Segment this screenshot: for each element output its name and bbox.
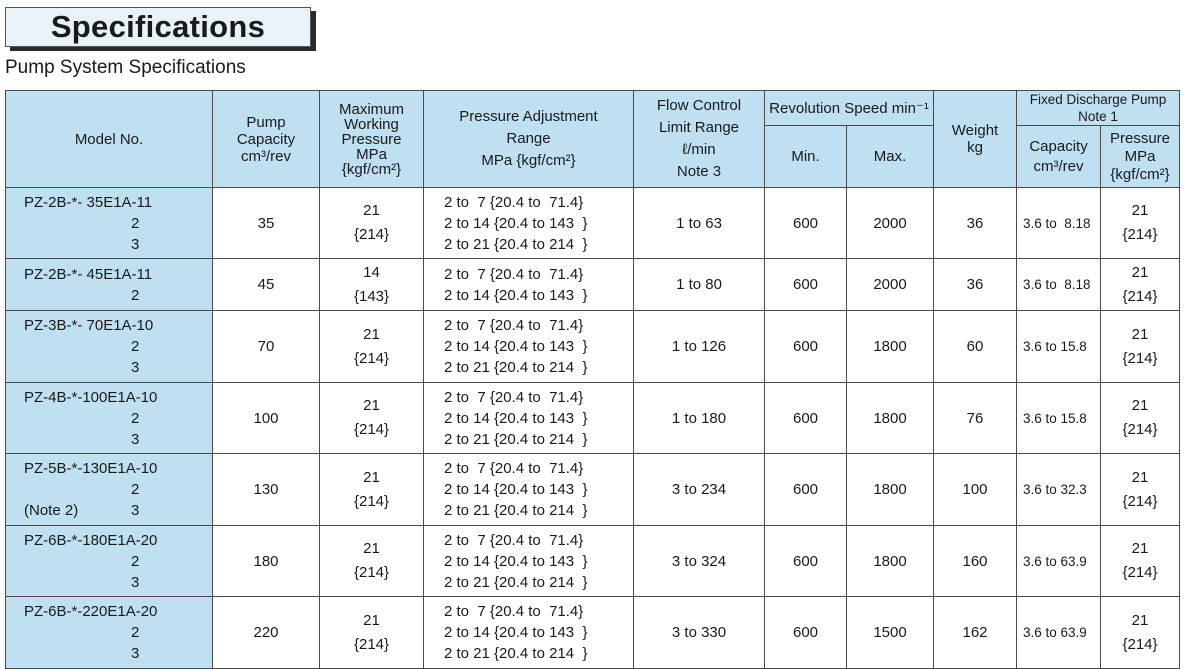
max-pressure-cell: 21 {214} bbox=[320, 526, 424, 597]
pressure-range-cell bbox=[424, 383, 634, 454]
model-variant: 3 bbox=[131, 235, 140, 253]
fd-pressure-cell: 21 {214} bbox=[1101, 597, 1180, 669]
pump-capacity-cell: 45 bbox=[213, 259, 320, 311]
pump-capacity-cell: 220 bbox=[213, 597, 320, 669]
pressure-range-line: 2 to 14 {20.4 to 143 } bbox=[444, 624, 588, 641]
fd-capacity-cell: 3.6 to 32.3 bbox=[1017, 454, 1101, 526]
model-line bbox=[24, 429, 212, 450]
model-line bbox=[24, 458, 212, 479]
header-pressure-range: Pressure Adjustment Range MPa {kgf/cm²} bbox=[424, 91, 634, 188]
fd-pressure-cell: 21 {214} bbox=[1101, 311, 1180, 383]
model-line bbox=[24, 336, 212, 357]
rev-max-cell: 2000 bbox=[847, 259, 934, 311]
model-variant: 2 bbox=[131, 409, 140, 427]
rev-min-cell: 600 bbox=[765, 311, 847, 383]
model-variant: 2 bbox=[131, 286, 140, 304]
pressure-range-cell bbox=[424, 311, 634, 383]
rev-min-cell: 600 bbox=[765, 188, 847, 259]
fd-pressure-cell: 21 {214} bbox=[1101, 259, 1180, 311]
fd-capacity-cell: 3.6 to 63.9 bbox=[1017, 526, 1101, 597]
pressure-range-line: 2 to 21 {20.4 to 214 } bbox=[444, 359, 588, 376]
pressure-range-line: 2 to 21 {20.4 to 214 } bbox=[444, 502, 588, 519]
pump-capacity-cell: 130 bbox=[213, 454, 320, 526]
fd-capacity-cell: 3.6 to 15.8 bbox=[1017, 311, 1101, 383]
model-prefix: PZ-6B-*-220E1A-20 bbox=[24, 603, 158, 620]
table-row bbox=[6, 526, 1180, 597]
max-pressure-cell: 21 {214} bbox=[320, 383, 424, 454]
rev-max-cell: 1800 bbox=[847, 526, 934, 597]
model-line bbox=[24, 500, 212, 521]
flow-control-cell: 1 to 80 bbox=[634, 259, 765, 311]
table-row bbox=[6, 454, 1180, 526]
model-line bbox=[24, 572, 212, 593]
header-fixed-discharge: Fixed Discharge Pump Note 1 bbox=[1017, 91, 1180, 126]
title-banner bbox=[5, 7, 311, 47]
weight-cell: 36 bbox=[934, 259, 1017, 311]
pressure-range-line: 2 to 14 {20.4 to 143 } bbox=[444, 481, 588, 498]
model-line bbox=[24, 315, 212, 336]
flow-control-cell: 1 to 63 bbox=[634, 188, 765, 259]
max-pressure-cell: 21 {214} bbox=[320, 311, 424, 383]
fd-pressure-cell: 21 {214} bbox=[1101, 454, 1180, 526]
flow-control-cell: 3 to 234 bbox=[634, 454, 765, 526]
header-rev-max: Max. bbox=[847, 126, 934, 188]
pump-capacity-cell: 100 bbox=[213, 383, 320, 454]
model-line bbox=[24, 622, 212, 643]
model-line bbox=[24, 357, 212, 378]
fd-capacity-cell: 3.6 to 15.8 bbox=[1017, 383, 1101, 454]
pressure-range-cell bbox=[424, 259, 634, 311]
pressure-range-line: 2 to 7 {20.4 to 71.4} bbox=[444, 531, 584, 549]
fd-capacity-cell: 3.6 to 8.18 bbox=[1017, 259, 1101, 311]
model-line bbox=[24, 213, 212, 234]
pressure-range-line: 2 to 7 {20.4 to 71.4} bbox=[444, 265, 584, 283]
pressure-range-line: 2 to 7 {20.4 to 71.4} bbox=[444, 460, 584, 477]
pressure-range-line: 2 to 21 {20.4 to 214 } bbox=[444, 430, 588, 448]
model-variant: 2 bbox=[131, 481, 140, 498]
max-pressure-cell: 21 {214} bbox=[320, 188, 424, 259]
weight-cell: 100 bbox=[934, 454, 1017, 526]
page-title: Specifications bbox=[50, 9, 266, 44]
pressure-range-line: 2 to 7 {20.4 to 71.4} bbox=[444, 193, 584, 211]
model-prefix: PZ-2B-*- 45E1A-11 bbox=[24, 265, 153, 283]
pressure-range-line: 2 to 7 {20.4 to 71.4} bbox=[444, 388, 584, 406]
pressure-range-line: 2 to 14 {20.4 to 143 } bbox=[444, 214, 588, 232]
rev-max-cell: 2000 bbox=[847, 188, 934, 259]
header-model: Model No. bbox=[6, 91, 213, 188]
header-rev-min: Min. bbox=[765, 126, 847, 188]
model-line bbox=[24, 408, 212, 429]
model-variant: 3 bbox=[131, 645, 140, 662]
model-prefix: PZ-6B-*-180E1A-20 bbox=[24, 531, 158, 549]
header-fd-capacity: Capacity cm³/rev bbox=[1017, 126, 1101, 188]
model-line bbox=[24, 387, 212, 408]
model-prefix: PZ-4B-*-100E1A-10 bbox=[24, 388, 158, 406]
model-number-cell bbox=[6, 259, 213, 311]
weight-cell: 160 bbox=[934, 526, 1017, 597]
weight-cell: 162 bbox=[934, 597, 1017, 669]
rev-max-cell: 1800 bbox=[847, 454, 934, 526]
model-number-cell bbox=[6, 311, 213, 383]
fd-pressure-cell: 21 {214} bbox=[1101, 383, 1180, 454]
page-subtitle: Pump System Specifications bbox=[5, 57, 246, 78]
pressure-range-line: 2 to 21 {20.4 to 214 } bbox=[444, 573, 588, 591]
rev-min-cell: 600 bbox=[765, 454, 847, 526]
max-pressure-cell: 14 {143} bbox=[320, 259, 424, 311]
model-variant: 2 bbox=[131, 214, 140, 232]
pump-capacity-cell: 180 bbox=[213, 526, 320, 597]
pump-capacity-cell: 70 bbox=[213, 311, 320, 383]
model-prefix: PZ-2B-*- 35E1A-11 bbox=[24, 193, 153, 211]
model-prefix: PZ-5B-*-130E1A-10 bbox=[24, 460, 158, 477]
model-line bbox=[24, 530, 212, 551]
rev-min-cell: 600 bbox=[765, 383, 847, 454]
model-line bbox=[24, 643, 212, 664]
table-row bbox=[6, 597, 1180, 669]
pressure-range-line: 2 to 7 {20.4 to 71.4} bbox=[444, 317, 584, 334]
fd-capacity-cell: 3.6 to 8.18 bbox=[1017, 188, 1101, 259]
header-capacity: Pump Capacity cm³/rev bbox=[213, 91, 320, 188]
pressure-range-line: 2 to 14 {20.4 to 143 } bbox=[444, 409, 588, 427]
fd-pressure-cell: 21 {214} bbox=[1101, 188, 1180, 259]
model-variant: 3 bbox=[131, 359, 140, 376]
pump-capacity-cell: 35 bbox=[213, 188, 320, 259]
fd-capacity-cell: 3.6 to 63.9 bbox=[1017, 597, 1101, 669]
spec-table bbox=[5, 90, 1180, 669]
model-line bbox=[24, 551, 212, 572]
model-line bbox=[24, 264, 212, 285]
model-variant: 3 bbox=[131, 573, 140, 591]
model-number-cell bbox=[6, 454, 213, 526]
rev-max-cell: 1800 bbox=[847, 383, 934, 454]
rev-max-cell: 1800 bbox=[847, 311, 934, 383]
pressure-range-line: 2 to 21 {20.4 to 214 } bbox=[444, 235, 588, 253]
flow-control-cell: 3 to 330 bbox=[634, 597, 765, 669]
pressure-range-line: 2 to 14 {20.4 to 143 } bbox=[444, 286, 588, 304]
fd-pressure-cell: 21 {214} bbox=[1101, 526, 1180, 597]
header-max-pressure: Maximum Working Pressure MPa {kgf/cm²} bbox=[320, 91, 424, 188]
max-pressure-cell: 21 {214} bbox=[320, 597, 424, 669]
pressure-range-cell bbox=[424, 526, 634, 597]
model-prefix: PZ-3B-*- 70E1A-10 bbox=[24, 317, 154, 334]
model-note: (Note 2) bbox=[24, 502, 79, 519]
model-variant: 2 bbox=[131, 338, 140, 355]
flow-control-cell: 1 to 126 bbox=[634, 311, 765, 383]
model-variant: 2 bbox=[131, 552, 140, 570]
model-line bbox=[24, 192, 212, 213]
table-row bbox=[6, 259, 1180, 311]
model-line bbox=[24, 234, 212, 255]
model-number-cell bbox=[6, 383, 213, 454]
rev-max-cell: 1500 bbox=[847, 597, 934, 669]
model-number-cell bbox=[6, 597, 213, 669]
model-line bbox=[24, 479, 212, 500]
table-row bbox=[6, 188, 1180, 259]
header-weight: Weight kg bbox=[934, 91, 1017, 188]
model-line bbox=[24, 601, 212, 622]
pressure-range-line: 2 to 14 {20.4 to 143 } bbox=[444, 338, 588, 355]
weight-cell: 76 bbox=[934, 383, 1017, 454]
model-number-cell bbox=[6, 526, 213, 597]
pressure-range-line: 2 to 14 {20.4 to 143 } bbox=[444, 552, 588, 570]
pressure-range-line: 2 to 21 {20.4 to 214 } bbox=[444, 645, 588, 662]
pressure-range-cell bbox=[424, 454, 634, 526]
flow-control-cell: 1 to 180 bbox=[634, 383, 765, 454]
weight-cell: 60 bbox=[934, 311, 1017, 383]
model-variant: 3 bbox=[131, 502, 140, 519]
header-flow-control: Flow Control Limit Range ℓ/min Note 3 bbox=[634, 91, 765, 188]
pressure-range-cell bbox=[424, 188, 634, 259]
model-variant: 2 bbox=[131, 624, 140, 641]
pressure-range-cell bbox=[424, 597, 634, 669]
table-row bbox=[6, 383, 1180, 454]
pressure-range-line: 2 to 7 {20.4 to 71.4} bbox=[444, 603, 584, 620]
max-pressure-cell: 21 {214} bbox=[320, 454, 424, 526]
flow-control-cell: 3 to 324 bbox=[634, 526, 765, 597]
header-revolution: Revolution Speed min⁻¹ bbox=[765, 91, 934, 126]
rev-min-cell: 600 bbox=[765, 259, 847, 311]
model-variant: 3 bbox=[131, 430, 140, 448]
header-fd-pressure: Pressure MPa {kgf/cm²} bbox=[1101, 126, 1180, 188]
model-number-cell bbox=[6, 188, 213, 259]
table-row bbox=[6, 311, 1180, 383]
model-line bbox=[24, 285, 212, 306]
rev-min-cell: 600 bbox=[765, 597, 847, 669]
rev-min-cell: 600 bbox=[765, 526, 847, 597]
weight-cell: 36 bbox=[934, 188, 1017, 259]
